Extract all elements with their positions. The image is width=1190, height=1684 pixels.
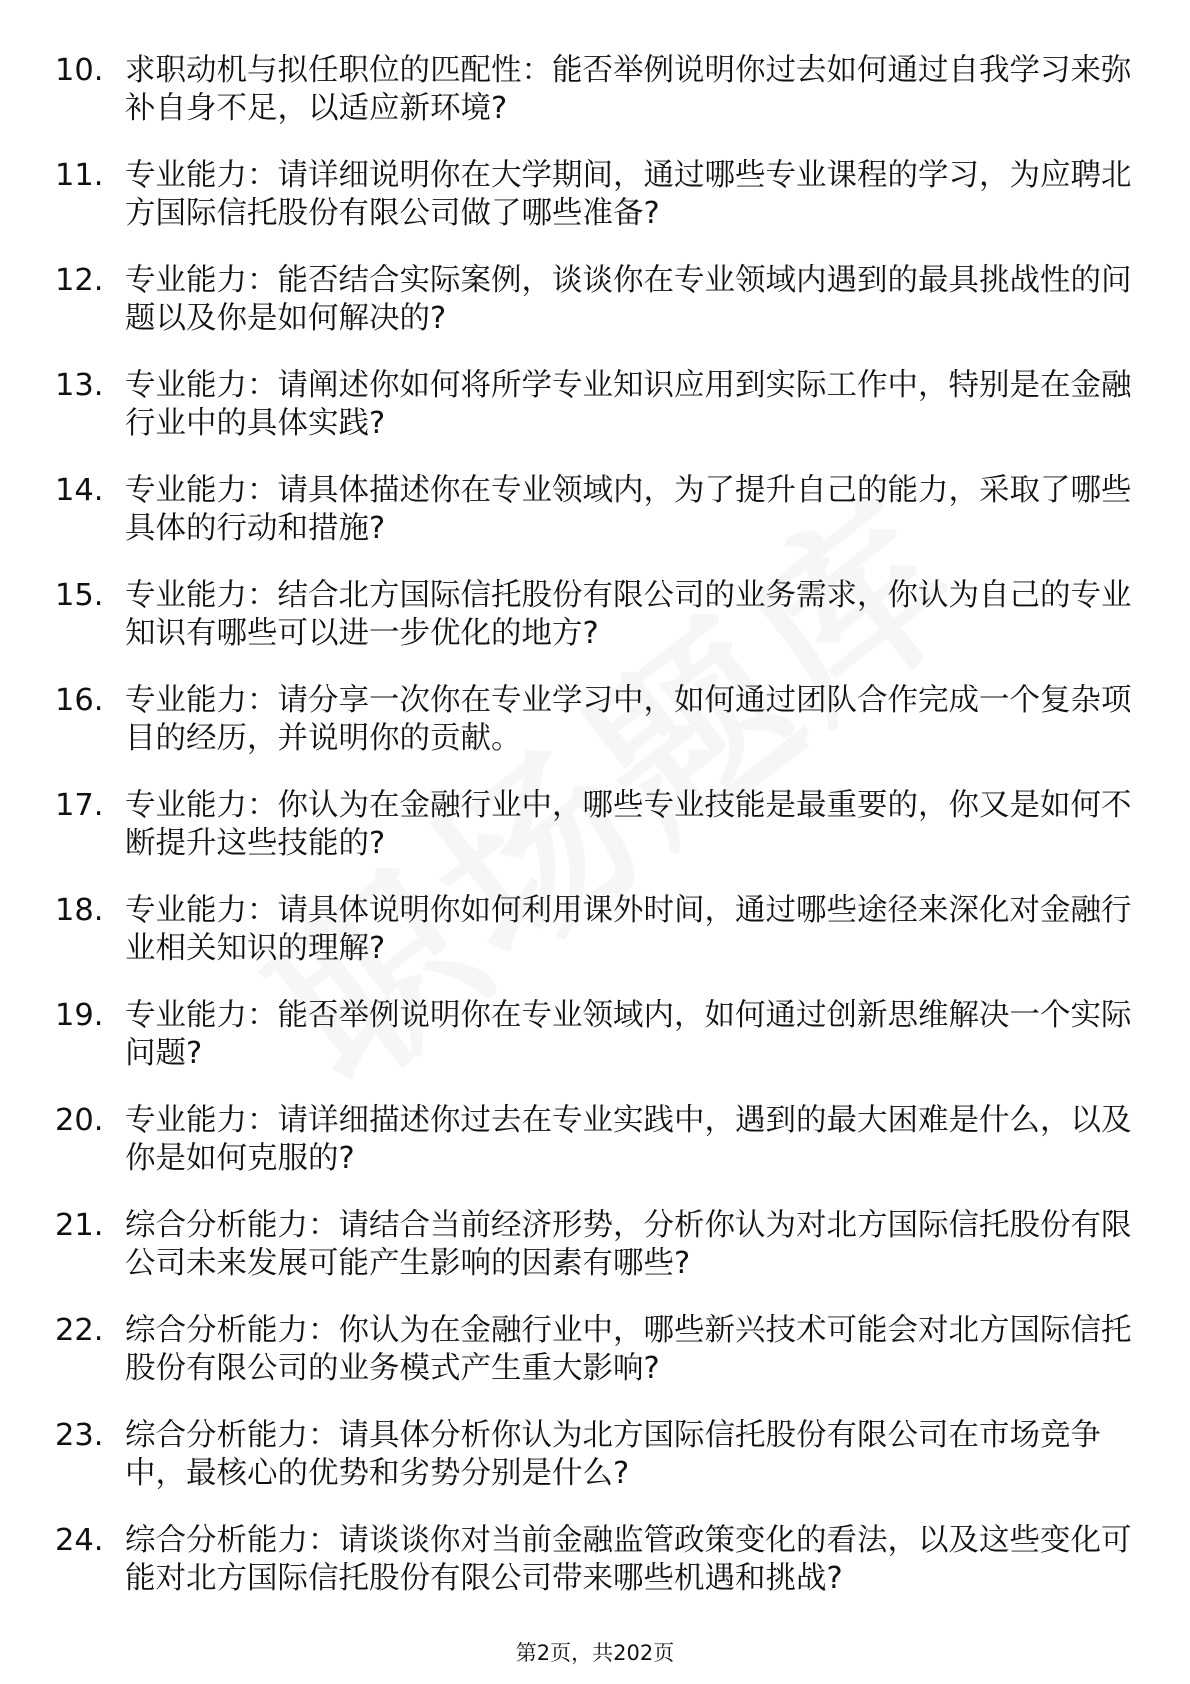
- question-number: 18.: [55, 893, 104, 928]
- question-number: 14.: [55, 473, 104, 508]
- question-text: 综合分析能力：你认为在金融行业中，哪些新兴技术可能会对北方国际信托股份有限公司的业务模式产生重大影响?: [125, 1313, 1132, 1386]
- question-number: 21.: [55, 1208, 104, 1243]
- question-number: 11.: [55, 158, 104, 193]
- question-text: 专业能力：结合北方国际信托股份有限公司的业务需求，你认为自己的专业知识有哪些可以进一步优化的地方?: [125, 578, 1132, 651]
- question-number: 13.: [55, 368, 104, 403]
- question-item: [55, 472, 1140, 548]
- question-number: 12.: [55, 263, 104, 298]
- question-text: 专业能力：请具体说明你如何利用课外时间，通过哪些途径来深化对金融行业相关知识的理解?: [125, 893, 1132, 966]
- question-text: 综合分析能力：请具体分析你认为北方国际信托股份有限公司在市场竞争中，最核心的优势和劣势分别是什么?: [125, 1418, 1101, 1491]
- question-item: [55, 1102, 1140, 1178]
- question-item: [55, 577, 1140, 653]
- question-text: 专业能力：能否结合实际案例，谈谈你在专业领域内遇到的最具挑战性的问题以及你是如何解决的?: [125, 263, 1132, 336]
- question-number: 15.: [55, 578, 104, 613]
- question-number: 16.: [55, 683, 104, 718]
- question-text: 专业能力：请分享一次你在专业学习中，如何通过团队合作完成一个复杂项目的经历，并说明你的贡献。: [125, 683, 1132, 756]
- question-number: 22.: [55, 1313, 104, 1348]
- question-list: [55, 52, 1140, 1627]
- question-item: [55, 787, 1140, 863]
- question-text: 综合分析能力：请谈谈你对当前金融监管政策变化的看法，以及这些变化可能对北方国际信托股份有限公司带来哪些机遇和挑战?: [125, 1523, 1132, 1596]
- question-item: [55, 157, 1140, 233]
- question-text: 专业能力：请详细描述你过去在专业实践中，遇到的最大困难是什么，以及你是如何克服的?: [125, 1103, 1132, 1176]
- question-item: [55, 1522, 1140, 1598]
- question-text: 综合分析能力：请结合当前经济形势，分析你认为对北方国际信托股份有限公司未来发展可能产生影响的因素有哪些?: [125, 1208, 1132, 1281]
- question-text: 专业能力：请阐述你如何将所学专业知识应用到实际工作中，特别是在金融行业中的具体实践?: [125, 368, 1132, 441]
- question-number: 24.: [55, 1523, 104, 1558]
- question-item: [55, 1312, 1140, 1388]
- question-text: 专业能力：你认为在金融行业中，哪些专业技能是最重要的，你又是如何不断提升这些技能的?: [125, 788, 1132, 861]
- question-item: [55, 1207, 1140, 1283]
- question-text: 专业能力：请详细说明你在大学期间，通过哪些专业课程的学习，为应聘北方国际信托股份有限公司做了哪些准备?: [125, 158, 1132, 231]
- question-text: 专业能力：能否举例说明你在专业领域内，如何通过创新思维解决一个实际问题?: [125, 998, 1132, 1071]
- question-number: 19.: [55, 998, 104, 1033]
- question-number: 17.: [55, 788, 104, 823]
- question-text: 求职动机与拟任职位的匹配性：能否举例说明你过去如何通过自我学习来弥补自身不足，以适应新环境?: [125, 53, 1132, 126]
- page-number-footer: 第2页，共202页: [515, 1641, 675, 1665]
- question-number: 10.: [55, 53, 104, 88]
- question-number: 23.: [55, 1418, 104, 1453]
- question-item: [55, 892, 1140, 968]
- question-item: [55, 1417, 1140, 1493]
- question-item: [55, 262, 1140, 338]
- question-number: 20.: [55, 1103, 104, 1138]
- question-item: [55, 682, 1140, 758]
- question-item: [55, 997, 1140, 1073]
- question-text: 专业能力：请具体描述你在专业领域内，为了提升自己的能力，采取了哪些具体的行动和措施?: [125, 473, 1132, 546]
- question-item: [55, 367, 1140, 443]
- question-item: [55, 52, 1140, 128]
